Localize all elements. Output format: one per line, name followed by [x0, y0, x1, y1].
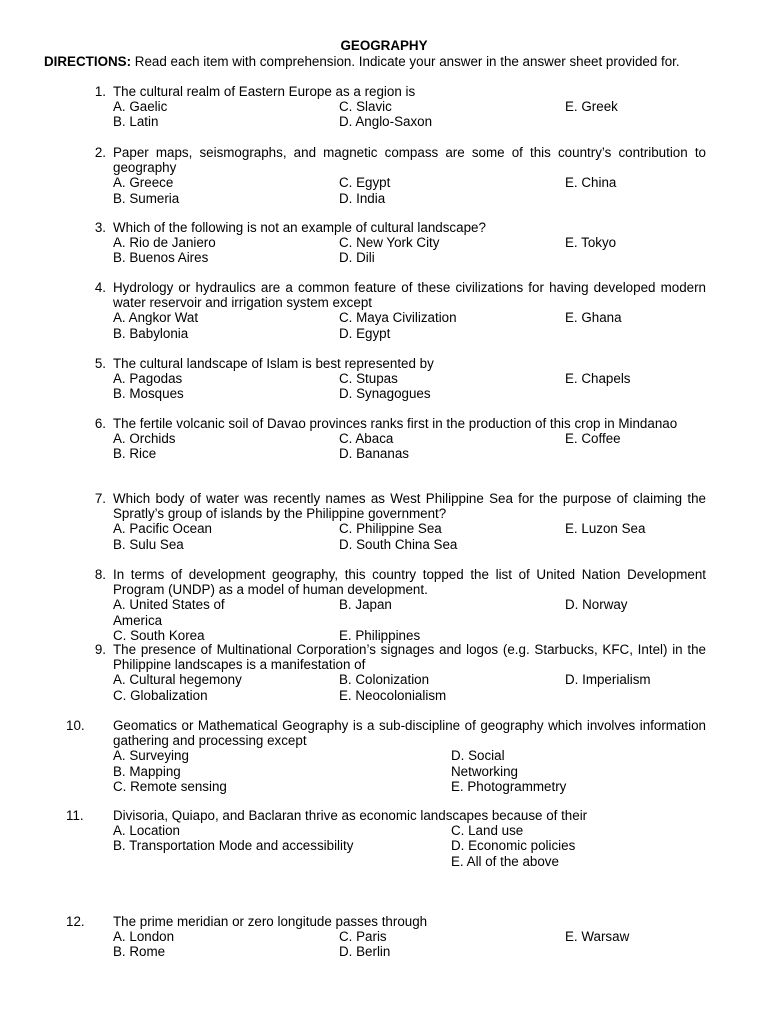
answer-option[interactable]: [565, 672, 715, 687]
answer-option[interactable]: [565, 431, 715, 446]
answer-option-text: C. Maya Civilization: [339, 310, 457, 326]
answer-option-text: E. Philippines: [339, 627, 421, 643]
question-4: [66, 280, 706, 341]
question-text: The cultural realm of Eastern Europe as a region is: [113, 84, 416, 99]
question-stem: [66, 808, 706, 823]
answer-option[interactable]: [451, 748, 571, 778]
answer-options: [113, 431, 706, 461]
question-text: Which body of water was recently names as West Philippine Sea for the purpose of claiming the Spratly’s group of islands by the Philippine government?: [113, 491, 706, 522]
answer-option[interactable]: [113, 446, 339, 461]
answer-option-text: D. Social Networking: [451, 748, 518, 779]
answer-option-text: A. Cultural hegemony: [113, 672, 242, 688]
question-1: [66, 84, 706, 130]
question-stem: [66, 567, 706, 597]
question-number: 8.: [94, 567, 106, 582]
answer-option[interactable]: [113, 628, 339, 643]
answer-option[interactable]: [113, 431, 339, 446]
question-9: [66, 642, 706, 703]
answer-option-text: E. Photogrammetry: [451, 778, 567, 794]
answer-option[interactable]: [113, 688, 339, 703]
answer-option-text: C. Egypt: [339, 175, 391, 191]
question-number: 5.: [94, 356, 106, 371]
answer-option-text: D. Dili: [339, 250, 375, 266]
question-text: Which of the following is not an example of cultural landscape?: [113, 220, 486, 235]
answer-option-text: A. Location: [113, 823, 180, 839]
answer-option-text: A. Orchids: [113, 431, 176, 447]
answer-option[interactable]: [339, 628, 565, 643]
answer-option-text: A. Greece: [113, 175, 174, 191]
question-stem: [66, 356, 706, 371]
answer-option[interactable]: [565, 235, 715, 250]
answer-option[interactable]: [113, 521, 339, 536]
answer-option[interactable]: [113, 175, 339, 190]
question-text: Geomatics or Mathematical Geography is a sub-discipline of geography which involves information gathering and processing except: [113, 718, 706, 749]
answer-option-text: B. Mosques: [113, 386, 184, 402]
answer-option[interactable]: [339, 191, 565, 206]
answer-options: [113, 672, 706, 702]
question-stem: [66, 145, 706, 175]
answer-option[interactable]: [339, 537, 565, 552]
answer-option-text: A. Gaelic: [113, 99, 168, 115]
answer-option-text: A. Rio de Janiero: [113, 235, 216, 251]
answer-option-text: A. Pagodas: [113, 371, 183, 387]
answer-option-text: B. Colonization: [339, 672, 430, 688]
answer-option[interactable]: [565, 99, 715, 114]
answer-option-text: E. Chapels: [565, 371, 631, 387]
answer-option[interactable]: [565, 175, 715, 190]
answer-option-text: D. Economic policies: [451, 838, 576, 854]
question-number: 7.: [94, 491, 106, 506]
directions: [44, 54, 724, 69]
answer-option[interactable]: [451, 854, 651, 869]
question-stem: [66, 220, 706, 235]
answer-option-text: D. Synagogues: [339, 386, 431, 402]
answer-option-text: A. Angkor Wat: [113, 310, 199, 326]
answer-options: [113, 310, 706, 340]
question-3: [66, 220, 706, 266]
answer-option-text: C. Paris: [339, 929, 387, 945]
answer-options: [113, 371, 706, 401]
answer-option-text: C. Land use: [451, 823, 524, 839]
answer-option[interactable]: [565, 371, 715, 386]
answer-option[interactable]: [565, 521, 715, 536]
answer-option-text: D. Berlin: [339, 944, 391, 960]
answer-option-text: A. United States of America: [113, 597, 225, 628]
answer-option-text: A. Surveying: [113, 748, 189, 764]
answer-options: [113, 929, 706, 959]
question-stem: [66, 718, 706, 748]
answer-option-text: A. London: [113, 929, 175, 945]
answer-option[interactable]: [113, 672, 263, 687]
answer-option[interactable]: [339, 250, 565, 265]
question-text: In terms of development geography, this country topped the list of United Nation Development Program (UNDP) as a model of human development.: [113, 567, 706, 598]
answer-option[interactable]: [113, 823, 451, 838]
question-number: 1.: [94, 84, 106, 99]
answer-option-text: D. Norway: [565, 597, 628, 613]
question-text: The prime meridian or zero longitude passes through: [113, 914, 428, 929]
answer-option-text: D. Bananas: [339, 446, 409, 462]
directions-label: DIRECTIONS:: [44, 54, 132, 69]
answer-option-text: C. Stupas: [339, 371, 398, 387]
answer-option[interactable]: [339, 386, 565, 401]
answer-option[interactable]: [113, 764, 451, 779]
answer-option-text: C. Globalization: [113, 687, 208, 703]
question-7: [66, 491, 706, 552]
answer-options: [113, 99, 706, 129]
answer-option[interactable]: [339, 929, 565, 944]
answer-option-text: E. Coffee: [565, 431, 621, 447]
question-stem: [66, 416, 706, 431]
question-text: The presence of Multinational Corporation’s signages and logos (e.g. Starbucks, KFC, Intel) in the Philippine landscapes is a manifestation of: [113, 642, 706, 673]
question-stem: [66, 642, 706, 672]
answer-option-text: E. Neocolonialism: [339, 687, 447, 703]
answer-option[interactable]: [339, 944, 565, 959]
answer-option-text: E. Greek: [565, 99, 618, 115]
question-number: 6.: [94, 416, 106, 431]
answer-option[interactable]: [339, 431, 565, 446]
answer-options: [113, 597, 706, 643]
answer-option[interactable]: [113, 191, 339, 206]
answer-option[interactable]: [339, 114, 565, 129]
answer-option[interactable]: [113, 114, 339, 129]
answer-option[interactable]: [451, 838, 651, 853]
question-number: 4.: [94, 280, 106, 295]
answer-option-text: B. Transportation Mode and accessibility: [113, 838, 354, 854]
answer-option-text: C. New York City: [339, 235, 440, 251]
answer-option[interactable]: [113, 929, 339, 944]
question-5: [66, 356, 706, 402]
answer-option[interactable]: [339, 446, 565, 461]
answer-option[interactable]: [113, 371, 339, 386]
answer-option[interactable]: [113, 99, 339, 114]
answer-option[interactable]: [339, 310, 565, 325]
answer-option-text: E. Ghana: [565, 310, 622, 326]
answer-option[interactable]: [565, 310, 715, 325]
answer-option[interactable]: [113, 310, 339, 325]
answer-option[interactable]: [113, 537, 339, 552]
answer-options: [113, 235, 706, 265]
answer-option[interactable]: [339, 235, 565, 250]
answer-option[interactable]: [113, 235, 339, 250]
question-11: [66, 808, 706, 869]
question-12: [66, 914, 706, 960]
answer-option-text: B. Rice: [113, 446, 157, 462]
question-number: 3.: [94, 220, 106, 235]
answer-option[interactable]: [565, 597, 715, 627]
question-8: [66, 567, 706, 643]
answer-option[interactable]: [113, 250, 339, 265]
answer-option[interactable]: [451, 823, 651, 838]
answer-option-text: E. Tokyo: [565, 235, 617, 251]
answer-option-text: C. Slavic: [339, 99, 392, 115]
page-title: GEOGRAPHY: [340, 38, 428, 53]
answer-option-text: C. Abaca: [339, 431, 394, 447]
answer-option-text: D. Anglo-Saxon: [339, 114, 433, 130]
answer-options: [113, 521, 706, 551]
question-stem: [66, 491, 706, 521]
answer-option[interactable]: [113, 944, 339, 959]
answer-option-text: E. Luzon Sea: [565, 521, 646, 537]
question-stem: [66, 914, 706, 929]
question-number: 10.: [66, 718, 85, 733]
answer-option-text: D. Egypt: [339, 325, 391, 341]
answer-option[interactable]: [113, 838, 413, 868]
answer-option-text: D. South China Sea: [339, 536, 458, 552]
answer-options: [113, 823, 706, 869]
answer-option[interactable]: [451, 779, 651, 794]
answer-option[interactable]: [339, 688, 565, 703]
answer-option[interactable]: [339, 597, 565, 627]
question-stem: [66, 280, 706, 310]
answer-option-text: A. Pacific Ocean: [113, 521, 212, 537]
answer-option-text: B. Buenos Aires: [113, 250, 209, 266]
answer-options: [113, 175, 706, 205]
question-text: Divisoria, Quiapo, and Baclaran thrive as economic landscapes because of their: [113, 808, 588, 823]
answer-option-text: B. Rome: [113, 944, 166, 960]
answer-option[interactable]: [339, 326, 565, 341]
answer-option[interactable]: [339, 672, 565, 687]
question-number: 9.: [94, 642, 106, 657]
answer-option[interactable]: [113, 748, 451, 763]
answer-option[interactable]: [339, 371, 565, 386]
answer-option[interactable]: [113, 386, 339, 401]
answer-option-text: B. Sumeria: [113, 190, 180, 206]
question-number: 2.: [94, 145, 106, 160]
question-10: [66, 718, 706, 794]
answer-options: [113, 748, 706, 794]
question-stem: [66, 84, 706, 99]
answer-option[interactable]: [113, 326, 339, 341]
answer-option-text: B. Latin: [113, 114, 159, 130]
question-2: [66, 145, 706, 206]
directions-text: Read each item with comprehension. Indicate your answer in the answer sheet provided for.: [131, 54, 680, 69]
question-text: Paper maps, seismographs, and magnetic compass are some of this country’s contribution to geography: [113, 145, 706, 176]
question-text: The fertile volcanic soil of Davao provinces ranks first in the production of this crop in Mindanao: [113, 416, 678, 431]
answer-option[interactable]: [113, 597, 263, 627]
answer-option[interactable]: [113, 779, 451, 794]
answer-option-text: D. India: [339, 190, 386, 206]
question-text: The cultural landscape of Islam is best represented by: [113, 356, 434, 371]
answer-option[interactable]: [339, 175, 565, 190]
answer-option-text: B. Babylonia: [113, 325, 189, 341]
question-number: 12.: [66, 914, 85, 929]
answer-option-text: D. Imperialism: [565, 672, 651, 688]
answer-option-text: C. South Korea: [113, 627, 205, 643]
answer-option-text: B. Japan: [339, 597, 392, 613]
question-6: [66, 416, 706, 462]
answer-option-text: B. Mapping: [113, 763, 181, 779]
answer-option[interactable]: [565, 929, 715, 944]
question-number: 11.: [66, 808, 84, 823]
answer-option-text: E. All of the above: [451, 853, 559, 869]
answer-option[interactable]: [339, 521, 565, 536]
answer-option-text: E. China: [565, 175, 617, 191]
answer-option-text: C. Philippine Sea: [339, 521, 442, 537]
answer-option-text: C. Remote sensing: [113, 778, 227, 794]
question-text: Hydrology or hydraulics are a common feature of these civilizations for having developed modern water reservoir and irrigation system except: [113, 280, 706, 311]
answer-option[interactable]: [339, 99, 565, 114]
answer-option-text: E. Warsaw: [565, 929, 630, 945]
answer-option-text: B. Sulu Sea: [113, 536, 184, 552]
